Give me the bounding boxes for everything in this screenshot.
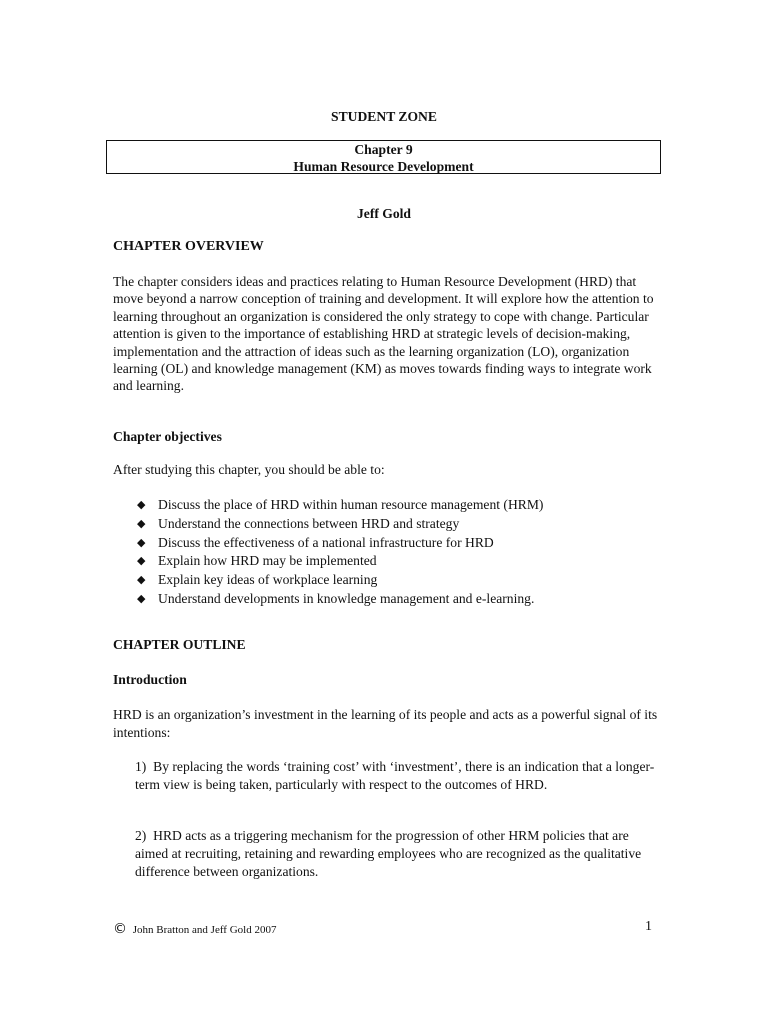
overview-paragraph: The chapter considers ideas and practices relating to Human Resource Development (HRD) that move beyond a narrow conception of training and development. It will explore how the attention to learning throughout an organization is considered the only strategy to cope with change. Particular attention is given to the importance of establishing HRD at strategic levels of decision-making, implementation and the attraction of ideas such as the learning organization (LO), organization learning (OL) and knowledge management (KM) as moves towards finding ways to integrate work and learning.: [113, 274, 654, 394]
diamond-icon: ◆: [137, 591, 146, 605]
chapter-title-box: [106, 140, 661, 174]
overview-heading: CHAPTER OVERVIEW: [113, 239, 264, 254]
copyright-text: John Bratton and Jeff Gold 2007: [132, 924, 277, 936]
list-item: ◆ Explain key ideas of workplace learning: [113, 571, 673, 590]
point-text: HRD acts as a triggering mechanism for the progression of other HRM policies that are aimed at recruiting, retaining and rewarding employees who are recognized as the qualitative difference between organizations.: [135, 828, 642, 879]
outline-heading: CHAPTER OUTLINE: [113, 637, 246, 652]
diamond-icon: ◆: [137, 498, 146, 511]
objectives-list: [113, 496, 673, 609]
copyright-icon: ©: [113, 921, 127, 937]
list-item: ◆ Discuss the place of HRD within human resource management (HRM): [113, 496, 673, 515]
author-name: Jeff Gold: [357, 206, 411, 221]
list-item: ◆ Understand developments in knowledge management and e-learning.: [113, 590, 673, 609]
diamond-icon: ◆: [137, 516, 146, 530]
list-item: ◆ Discuss the effectiveness of a national infrastructure for HRD: [113, 534, 673, 553]
objectives-heading: Chapter objectives: [113, 429, 222, 444]
diamond-icon: ◆: [137, 554, 146, 568]
point-number: 1): [135, 759, 147, 774]
outline-point: [135, 827, 655, 881]
page-number: 1: [645, 919, 652, 934]
list-item: ◆ Understand the connections between HRD and strategy: [113, 515, 673, 534]
footer-copyright: [113, 921, 276, 937]
objectives-intro: After studying this chapter, you should be able to:: [113, 462, 385, 477]
list-item: ◆ Explain how HRD may be implemented: [113, 552, 673, 571]
diamond-icon: ◆: [137, 573, 146, 587]
diamond-icon: ◆: [137, 535, 146, 549]
outline-point: [135, 758, 655, 794]
introduction-paragraph: HRD is an organization’s investment in the learning of its people and acts as a powerful signal of its intentions:: [113, 707, 658, 740]
point-text: By replacing the words ‘training cost’ with ‘investment’, there is an indication that a longer-term view is being taken, particularly with respect to the outcomes of HRD.: [135, 759, 655, 792]
chapter-number: Chapter 9: [354, 142, 413, 157]
introduction-heading: Introduction: [113, 672, 187, 687]
student-zone-title: STUDENT ZONE: [331, 109, 437, 124]
chapter-title: Human Resource Development: [293, 159, 474, 174]
point-number: 2): [135, 828, 147, 843]
